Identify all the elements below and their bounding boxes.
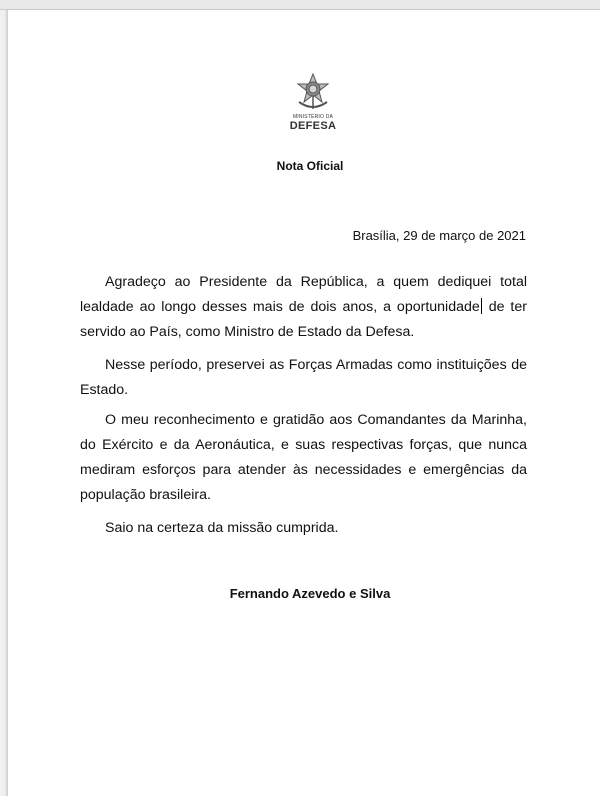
paragraph-1-text-end: de ter servido ao País, como Ministro de Estado da Defesa. [80, 299, 527, 340]
document-title: Nota Oficial [276, 159, 344, 173]
logo-subtitle: MINISTÉRIO DA [292, 114, 334, 120]
text-cursor [481, 298, 482, 314]
paragraph-1[interactable] [80, 270, 527, 345]
paragraph-2[interactable]: Nesse período, preservei as Forças Armadas como instituições de Estado. [80, 357, 527, 398]
document-date: Brasília, 29 de março de 2021 [352, 228, 526, 243]
coat-of-arms-icon [288, 72, 338, 112]
window-top-strip [0, 0, 600, 10]
signature: Fernando Azevedo e Silva [229, 586, 391, 601]
paragraph-1-text-start: Agradeço ao Presidente da República, a quem dediquei total lealdade ao longo desses mais de dois anos, a oportunidade [80, 274, 527, 315]
paragraph-4[interactable]: Saio na certeza da missão cumprida. [105, 520, 339, 536]
paragraph-3[interactable]: O meu reconhecimento e gratidão aos Comandantes da Marinha, do Exército e da Aeronáutica, e suas respectivas forças, que nunca mediram esforços para atender às necessidades e emergências da população brasileira. [80, 412, 527, 503]
logo-title: DEFESA [289, 120, 337, 132]
